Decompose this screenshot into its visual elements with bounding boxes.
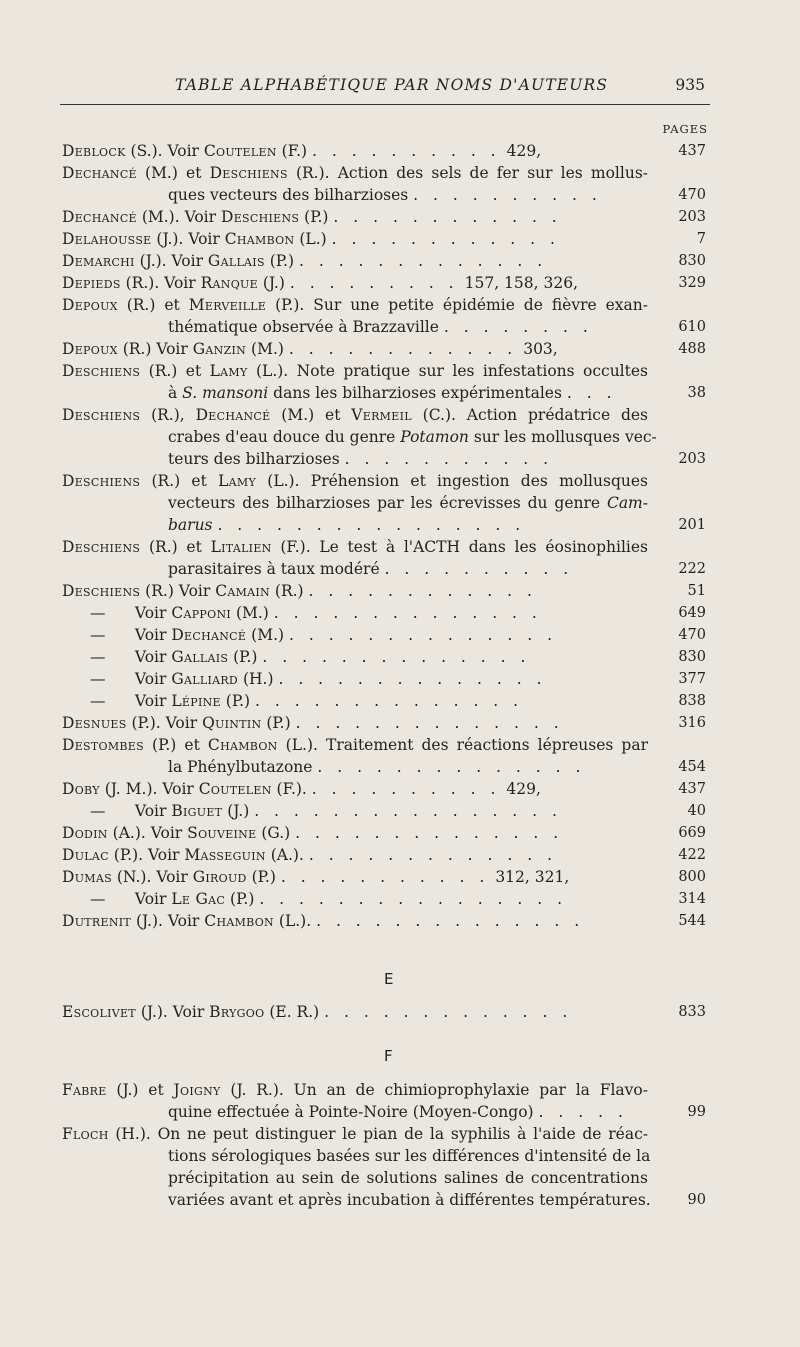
entry-text: (J.). Voir [151,230,225,248]
index-entry [62,162,712,206]
dash-mark: — [90,692,106,710]
dot-leaders: . . . . . . . . . . [384,560,574,578]
entry-text: (N.). Voir [111,868,193,886]
page-ref: 649 [678,605,706,621]
entry-line [62,624,712,646]
entry-text: (J.) [257,274,285,292]
entry-text: (R.) Voir [117,340,193,358]
index-entry [62,800,712,822]
cross-ref-name: Giroud [192,868,247,886]
author-name: Dumas [62,868,112,886]
page-references: 303, [523,340,558,358]
dot-leaders: . . . . . . . . . . . . [333,208,562,226]
page-ref: 610 [678,319,706,335]
entry-line [62,162,712,184]
entry-text: (R.). Voir [120,274,201,292]
italic-term: Cam- [606,494,648,512]
entry-line [62,866,712,888]
index-entry [62,646,712,668]
entry-text: (F.). Le test à l'ACTH dans les éosinophilies [271,538,649,556]
index-entry [62,228,712,250]
index-entry [62,294,712,338]
entry-text: précipitation au sein de solutions salines de concentrations [168,1169,648,1187]
cross-ref-name: Coutelen [203,142,277,160]
entry-line [62,844,712,866]
author-name: Destombes [62,736,144,754]
entry-line [62,580,712,602]
entry-line [62,822,712,844]
index-entry [62,602,712,624]
dot-leaders: . . . . . . . . . . . . . . [262,648,531,666]
entry-text: (H.) [238,670,274,688]
entry-line [62,646,712,668]
entry-text: (M.) [231,604,269,622]
entry-line [62,184,712,206]
cross-ref-name: Chambon [224,230,295,248]
page-ref: 669 [678,825,706,841]
page-ref: 470 [678,627,706,643]
section-letter-f: F [384,1047,393,1065]
entry-line [62,712,712,734]
entry-text: (M.) [246,626,285,644]
page-ref: 544 [678,913,706,929]
author-name: Depoux [62,296,118,314]
author-name: Depoux [62,340,118,358]
entry-text: Voir [130,802,172,820]
entry-text: teurs des bilharzioses [168,450,340,468]
cross-ref-name: Galliard [171,670,239,688]
entry-line [62,1167,712,1189]
entry-line [62,382,712,404]
entry-text: la Phénylbutazone [168,758,313,776]
page-ref: 437 [678,781,706,797]
entry-text: (R.), [140,406,196,424]
author-name: Dechancé [62,208,137,226]
entry-text: (R.) Voir [140,582,216,600]
entry-line [62,1189,712,1211]
entry-line [62,1123,712,1145]
dot-leaders: . . . . . . . . . . . . . . [316,912,585,930]
entry-text: (P.) [225,890,255,908]
author-name: Deschiens [62,362,141,380]
entry-line [62,272,712,294]
entry-text: (J. R.). Un an de chimioprophylaxie par la Flavo- [220,1081,648,1099]
dot-leaders: . . . . . . . . . . . [344,450,554,468]
entry-line [62,294,712,316]
index-entry [62,140,712,162]
index-entry [62,712,712,734]
author-name: Deschiens [62,538,141,556]
index-entry [62,580,712,602]
page-ref: 488 [678,341,706,357]
entry-text: (R.). Action des sels de fer sur les mollus- [287,164,649,182]
page-ref: 316 [678,715,706,731]
page-references: 429, [506,780,541,798]
entry-line [62,888,712,910]
page-ref: 38 [687,385,706,401]
cross-ref-name: Biguet [171,802,223,820]
entry-text: (H.). On ne peut distinguer le pian de la syphilis à l'aide de réac- [108,1125,648,1143]
entry-line [62,448,712,470]
dot-leaders: . . . . . . . . . . [311,780,501,798]
page-ref: 51 [687,583,706,599]
author-name: Deblock [62,142,126,160]
entry-text: (E. R.) [264,1003,320,1021]
index-entry [62,778,712,800]
entry-text: (M.) et [136,164,210,182]
index-entry [62,624,712,646]
entry-line [62,756,712,778]
author-name: Fabre [62,1081,107,1099]
entry-text: (J.). Voir [134,252,208,270]
cross-ref-name: Camain [215,582,270,600]
entry-text: (R.) et [140,362,210,380]
entry-line [62,1101,712,1123]
index-entry [62,822,712,844]
entry-text: Voir [130,890,172,908]
entry-line [62,228,712,250]
entry-text: parasitaires à taux modéré [168,560,380,578]
dot-leaders: . . . . . . . . . . . . [331,230,560,248]
index-entry [62,910,712,932]
author-name: Desnues [62,714,127,732]
coauthor-name: Lamy [218,472,257,490]
entry-line [62,734,712,756]
index-entry [62,360,712,404]
dot-leaders: . . . . . . . . . . . . . . [278,670,547,688]
page-ref: 7 [696,231,706,247]
entry-text: (R.) [269,582,304,600]
italic-term: Potamon [400,428,469,446]
coauthor-name: Dechancé [195,406,271,424]
entry-text: (G.) [256,824,291,842]
cross-ref-name: Masseguin [184,846,266,864]
entry-text: Voir [130,626,172,644]
index-entry [62,470,712,536]
entry-line [62,690,712,712]
index-entry [62,888,712,910]
entry-line [62,250,712,272]
entry-line [62,492,712,514]
entry-line [62,514,712,536]
dash-mark: — [90,890,106,908]
author-name: Deschiens [62,406,141,424]
running-head [60,76,710,102]
page-ref: 203 [678,451,706,467]
index-entry [62,668,712,690]
entry-text: dans les bilharzioses expérimentales [268,384,562,402]
index-entry [62,844,712,866]
entry-text: variées avant et après incubation à différentes températures. [168,1191,651,1209]
entry-text: (P.) [264,252,295,270]
coauthor-name: Chambon [207,736,278,754]
dot-leaders: . . . . . . . . . [289,274,459,292]
page-ref: 838 [678,693,706,709]
dot-leaders: . . . . . . . . . . [311,142,501,160]
page-ref: 830 [678,649,706,665]
entry-text: (R.) et [140,472,219,490]
page-ref: 222 [678,561,706,577]
entry-text: crabes d'eau douce du genre [168,428,401,446]
coauthor-name: Vermeil [351,406,412,424]
page-number: 935 [675,76,705,94]
pages-column-label: PAGES [662,122,708,136]
entry-text: tions sérologiques basées sur les différences d'intensité de la [168,1147,651,1165]
index-entry [62,404,712,470]
author-name: Escolivet [62,1003,136,1021]
cross-ref-name: Souveine [187,824,257,842]
entry-text: sur les mollusques vec- [468,428,657,446]
index-entry [62,536,712,580]
entry-line [62,140,712,162]
entry-line [62,316,712,338]
entry-text: (A.). Voir [107,824,188,842]
dot-leaders: . . . . . . . . . . . . . . [273,604,542,622]
coauthor-name: Litalien [210,538,272,556]
cross-ref-name: Le Gac [171,890,226,908]
author-name: Dechancé [62,164,137,182]
entry-text: vecteurs des bilharzioses par les écrevisses du genre [168,494,607,512]
dot-leaders: . . . . . . . . . . . . . . . . [259,890,568,908]
dot-leaders: . . . . . . . . . . . . . . [317,758,586,776]
coauthor-name: Lamy [209,362,248,380]
page-references: 312, 321, [495,868,570,886]
page-ref: 201 [678,517,706,533]
index-entry [62,1079,712,1123]
entry-text: ques vecteurs des bilharzioses [168,186,409,204]
cross-ref-name: Deschiens [220,208,300,226]
italic-term: S. mansoni [182,384,269,402]
entry-line [62,360,712,382]
index-entry [62,250,712,272]
entry-text: thématique observée à Brazzaville [168,318,439,336]
index-entry [62,272,712,294]
cross-ref-name: Ranque [200,274,258,292]
author-name: Dutrenit [62,912,132,930]
entry-text: (A.). [265,846,304,864]
dot-leaders: . . . . . . . . . . . . . [324,1003,573,1021]
entry-line [62,800,712,822]
entry-text: (R.) et [117,296,189,314]
entry-line [62,778,712,800]
entry-text: (M.) et [270,406,352,424]
author-name: Delahousse [62,230,152,248]
entry-text: (R.) et [140,538,211,556]
dot-leaders: . . . . . . . . . . . . . . [255,692,524,710]
dash-mark: — [90,648,106,666]
entry-text: (P.) et [143,736,208,754]
index-entry [62,734,712,778]
author-name: Floch [62,1125,109,1143]
dash-mark: — [90,802,106,820]
cross-ref-name: Gallais [207,252,265,270]
dot-leaders: . . . . . . . . . . . . . . [295,824,564,842]
section-e-entries [62,1001,712,1023]
author-name: Deschiens [62,472,141,490]
page-ref: 314 [678,891,706,907]
dash-mark: — [90,670,106,688]
page-ref: 40 [687,803,706,819]
author-name: Dulac [62,846,109,864]
index-entry [62,206,712,228]
dot-leaders: . . . . . . . . . . . . . . . . [254,802,562,820]
index-entry [62,338,712,360]
dot-leaders: . . . . . . . . . . . . . [308,846,558,864]
entry-line [62,910,712,932]
page-ref: 470 [678,187,706,203]
author-name: Demarchi [62,252,135,270]
header-rule [60,104,710,105]
page-ref: 99 [687,1104,706,1120]
entry-text: (L.). [273,912,312,930]
entry-line [62,1001,712,1023]
cross-ref-name: Lépine [171,692,221,710]
dot-leaders: . . . . . . . . . . [413,186,602,204]
cross-ref-name: Quintin [202,714,262,732]
entry-text: Voir [130,692,172,710]
coauthor-name: Deschiens [209,164,288,182]
dash-mark: — [90,626,106,644]
page-ref: 437 [678,143,706,159]
cross-ref-name: Capponi [171,604,232,622]
entry-text: (P.) [299,208,329,226]
entry-line [62,1079,712,1101]
entry-text: quine effectuée à Pointe-Noire (Moyen-Congo) [168,1103,534,1121]
index-entry [62,1123,712,1211]
entry-text: (J.). Voir [131,912,205,930]
index-entry [62,866,712,888]
entry-line [62,470,712,492]
dot-leaders: . . . . . . . . . . . . . . [288,626,558,644]
cross-ref-name: Dechancé [171,626,247,644]
page-ref: 833 [678,1004,706,1020]
entry-text: Voir [130,604,172,622]
entry-line [62,1145,712,1167]
entry-line [62,404,712,426]
entry-line [62,206,712,228]
author-name: Deschiens [62,582,141,600]
author-name: Dodin [62,824,108,842]
entry-text: (P.). Sur une petite épidémie de fièvre exan- [266,296,648,314]
coauthor-name: Merveille [188,296,267,314]
dot-leaders: . . . . . . . . . . . . . [298,252,548,270]
entry-text: (C.). Action prédatrice des [411,406,649,424]
page-ref: 454 [678,759,706,775]
entry-text: (J. M.). Voir [99,780,199,798]
entry-line [62,338,712,360]
page-ref: 377 [678,671,706,687]
entry-text: (L.). Préhension et ingestion des mollusques [256,472,648,490]
italic-term: barus [168,516,213,534]
entry-text: (F.). [271,780,307,798]
entry-line [62,536,712,558]
author-name: Depieds [62,274,121,292]
entry-text: (L.) [294,230,327,248]
cross-ref-name: Gallais [171,648,229,666]
cross-ref-name: Ganzin [192,340,247,358]
dot-leaders: . . . . . [538,1103,628,1121]
cross-ref-name: Coutelen [198,780,272,798]
entry-line [62,426,712,448]
index-entries [62,140,712,932]
coauthor-name: Joigny [173,1081,221,1099]
cross-ref-name: Chambon [204,912,274,930]
entry-text: (J.) et [106,1081,174,1099]
dot-leaders: . . . . . . . . . . . . [308,582,537,600]
entry-text: (L.). Traitement des réactions lépreuses par [277,736,648,754]
page-ref: 800 [678,869,706,885]
running-title: TABLE ALPHABÉTIQUE PAR NOMS D'AUTEURS [175,76,609,94]
entry-text: (J.) [222,802,250,820]
page-ref: 329 [678,275,706,291]
entry-text: (P.) [246,868,276,886]
page-references: 157, 158, 326, [464,274,578,292]
page-ref: 203 [678,209,706,225]
author-name: Doby [62,780,100,798]
entry-text: (P.). Voir [108,846,185,864]
page-references: 429, [506,142,542,160]
entry-text: (J.). Voir [135,1003,210,1021]
section-letter-e: E [384,970,394,988]
page-ref: 830 [678,253,706,269]
entry-line [62,558,712,580]
dot-leaders: . . . . . . . . . . . . . . . . [217,516,526,534]
entry-text: à [168,384,183,402]
entry-text: (L.). Note pratique sur les infestations occultes [247,362,648,380]
cross-ref-name: Brygoo [209,1003,265,1021]
index-entry [62,690,712,712]
entry-line [62,668,712,690]
entry-text: Voir [130,648,172,666]
entry-text: (P.) [228,648,258,666]
dash-mark: — [90,604,106,622]
entry-text: (P.) [261,714,291,732]
page-ref: 90 [687,1192,706,1208]
entry-text: (P.). Voir [126,714,203,732]
dot-leaders: . . . . . . . . . . . [280,868,490,886]
entry-text: (M.). Voir [136,208,221,226]
dot-leaders: . . . . . . . . . . . . [288,340,518,358]
index-entry [62,1001,712,1023]
page-ref: 422 [678,847,706,863]
dot-leaders: . . . . . . . . . . . . . . [295,714,564,732]
dot-leaders: . . . [566,384,617,402]
entry-text: (S.). Voir [125,142,204,160]
entry-text: (P.) [220,692,251,710]
entry-text: (F.) [276,142,308,160]
entry-text: Voir [130,670,172,688]
entry-line [62,602,712,624]
section-f-entries [62,1079,712,1211]
dot-leaders: . . . . . . . . [443,318,593,336]
entry-text: (M.) [246,340,284,358]
